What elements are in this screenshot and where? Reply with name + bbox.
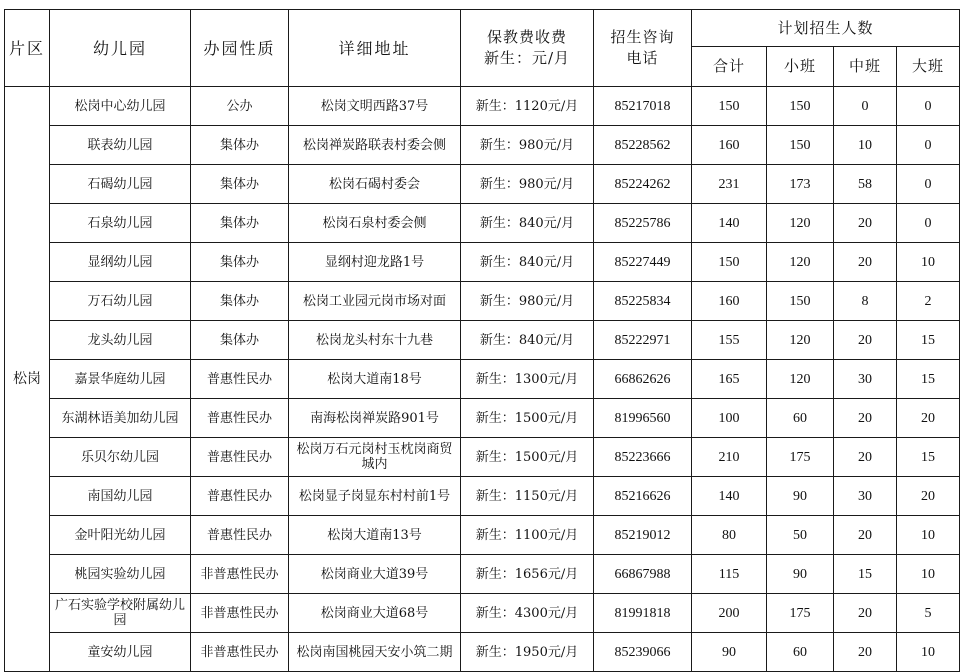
cell-total: 150 xyxy=(692,87,767,126)
table-row xyxy=(5,555,960,594)
cell-fee: 新生：840元/月 xyxy=(461,243,594,282)
cell-phone: 85216626 xyxy=(594,477,692,516)
cell-phone: 81996560 xyxy=(594,399,692,438)
cell-address: 松岗万石元岗村玉枕岗商贸城内 xyxy=(289,438,461,477)
cell-address: 南海松岗禅炭路901号 xyxy=(289,399,461,438)
cell-name: 石碣幼儿园 xyxy=(50,165,191,204)
cell-middle: 20 xyxy=(834,399,897,438)
cell-name: 广石实验学校附属幼儿园 xyxy=(50,594,191,633)
cell-phone: 85219012 xyxy=(594,516,692,555)
cell-middle: 20 xyxy=(834,438,897,477)
cell-address: 松岗石泉村委会侧 xyxy=(289,204,461,243)
cell-name: 石泉幼儿园 xyxy=(50,204,191,243)
cell-middle: 30 xyxy=(834,360,897,399)
header-small: 小班 xyxy=(767,47,834,87)
cell-total: 165 xyxy=(692,360,767,399)
cell-address: 松岗显子岗显东村村前1号 xyxy=(289,477,461,516)
cell-total: 160 xyxy=(692,126,767,165)
cell-large: 10 xyxy=(897,516,960,555)
cell-fee: 新生：1100元/月 xyxy=(461,516,594,555)
cell-phone: 85224262 xyxy=(594,165,692,204)
cell-fee: 新生：1300元/月 xyxy=(461,360,594,399)
cell-small: 50 xyxy=(767,516,834,555)
cell-large: 10 xyxy=(897,555,960,594)
cell-total: 115 xyxy=(692,555,767,594)
cell-fee: 新生：980元/月 xyxy=(461,282,594,321)
cell-fee: 新生：980元/月 xyxy=(461,126,594,165)
cell-middle: 20 xyxy=(834,243,897,282)
cell-large: 15 xyxy=(897,438,960,477)
cell-middle: 20 xyxy=(834,204,897,243)
cell-large: 0 xyxy=(897,126,960,165)
cell-small: 150 xyxy=(767,87,834,126)
header-phone-line2: 电话 xyxy=(626,49,659,67)
table-row xyxy=(5,282,960,321)
cell-name: 万石幼儿园 xyxy=(50,282,191,321)
cell-phone: 85239066 xyxy=(594,633,692,672)
cell-middle: 30 xyxy=(834,477,897,516)
cell-small: 175 xyxy=(767,438,834,477)
cell-large: 5 xyxy=(897,594,960,633)
cell-total: 100 xyxy=(692,399,767,438)
cell-fee: 新生：840元/月 xyxy=(461,321,594,360)
cell-middle: 20 xyxy=(834,516,897,555)
table-row xyxy=(5,321,960,360)
cell-type: 普惠性民办 xyxy=(191,477,289,516)
cell-middle: 8 xyxy=(834,282,897,321)
cell-phone: 85228562 xyxy=(594,126,692,165)
cell-phone: 85225786 xyxy=(594,204,692,243)
table-row xyxy=(5,438,960,477)
cell-small: 120 xyxy=(767,321,834,360)
cell-small: 173 xyxy=(767,165,834,204)
cell-small: 90 xyxy=(767,555,834,594)
cell-address: 松岗大道南18号 xyxy=(289,360,461,399)
cell-type: 集体办 xyxy=(191,126,289,165)
header-middle: 中班 xyxy=(834,47,897,87)
cell-name: 桃园实验幼儿园 xyxy=(50,555,191,594)
table-row xyxy=(5,633,960,672)
cell-total: 231 xyxy=(692,165,767,204)
cell-total: 160 xyxy=(692,282,767,321)
header-district: 片区 xyxy=(5,10,50,87)
header-type: 办园性质 xyxy=(191,10,289,87)
header-fee xyxy=(461,10,594,87)
cell-phone: 85227449 xyxy=(594,243,692,282)
cell-middle: 20 xyxy=(834,594,897,633)
header-total: 合计 xyxy=(692,47,767,87)
cell-small: 175 xyxy=(767,594,834,633)
cell-small: 120 xyxy=(767,360,834,399)
cell-fee: 新生：1150元/月 xyxy=(461,477,594,516)
cell-address: 松岗南国桃园天安小筑二期 xyxy=(289,633,461,672)
cell-small: 150 xyxy=(767,126,834,165)
cell-fee: 新生：1656元/月 xyxy=(461,555,594,594)
cell-name: 嘉景华庭幼儿园 xyxy=(50,360,191,399)
cell-type: 集体办 xyxy=(191,321,289,360)
cell-address: 显纲村迎龙路1号 xyxy=(289,243,461,282)
cell-total: 140 xyxy=(692,477,767,516)
cell-address: 松岗石碣村委会 xyxy=(289,165,461,204)
cell-type: 普惠性民办 xyxy=(191,360,289,399)
cell-fee: 新生：840元/月 xyxy=(461,204,594,243)
cell-large: 15 xyxy=(897,321,960,360)
cell-name: 松岗中心幼儿园 xyxy=(50,87,191,126)
cell-address: 松岗龙头村东十九巷 xyxy=(289,321,461,360)
cell-name: 南国幼儿园 xyxy=(50,477,191,516)
cell-phone: 85217018 xyxy=(594,87,692,126)
table-body xyxy=(5,87,960,672)
cell-address: 松岗大道南13号 xyxy=(289,516,461,555)
cell-middle: 20 xyxy=(834,633,897,672)
table-row xyxy=(5,516,960,555)
cell-small: 90 xyxy=(767,477,834,516)
cell-name: 金叶阳光幼儿园 xyxy=(50,516,191,555)
cell-address: 松岗文明西路37号 xyxy=(289,87,461,126)
cell-name: 龙头幼儿园 xyxy=(50,321,191,360)
cell-small: 150 xyxy=(767,282,834,321)
cell-address: 松岗商业大道68号 xyxy=(289,594,461,633)
table-row xyxy=(5,165,960,204)
cell-large: 15 xyxy=(897,360,960,399)
cell-phone: 81991818 xyxy=(594,594,692,633)
cell-large: 10 xyxy=(897,243,960,282)
cell-fee: 新生：1500元/月 xyxy=(461,438,594,477)
cell-total: 140 xyxy=(692,204,767,243)
cell-type: 集体办 xyxy=(191,282,289,321)
cell-phone: 85222971 xyxy=(594,321,692,360)
cell-large: 10 xyxy=(897,633,960,672)
header-fee-line2: 新生：元/月 xyxy=(483,49,571,67)
table-row xyxy=(5,360,960,399)
cell-address: 松岗商业大道39号 xyxy=(289,555,461,594)
cell-name: 东湖林语美加幼儿园 xyxy=(50,399,191,438)
cell-type: 公办 xyxy=(191,87,289,126)
cell-total: 210 xyxy=(692,438,767,477)
cell-name: 联表幼儿园 xyxy=(50,126,191,165)
cell-type: 非普惠性民办 xyxy=(191,555,289,594)
cell-name: 童安幼儿园 xyxy=(50,633,191,672)
header-address: 详细地址 xyxy=(289,10,461,87)
kindergarten-enrollment-table xyxy=(4,9,960,672)
district-cell: 松岗 xyxy=(5,87,50,672)
enrollment-table-wrapper xyxy=(4,9,960,672)
table-row xyxy=(5,477,960,516)
table-row xyxy=(5,204,960,243)
cell-phone: 66862626 xyxy=(594,360,692,399)
cell-phone: 66867988 xyxy=(594,555,692,594)
cell-type: 普惠性民办 xyxy=(191,399,289,438)
cell-middle: 58 xyxy=(834,165,897,204)
header-kindergarten: 幼儿园 xyxy=(50,10,191,87)
cell-middle: 20 xyxy=(834,321,897,360)
cell-address: 松岗禅炭路联表村委会侧 xyxy=(289,126,461,165)
cell-type: 非普惠性民办 xyxy=(191,633,289,672)
cell-large: 0 xyxy=(897,87,960,126)
cell-large: 20 xyxy=(897,399,960,438)
cell-large: 0 xyxy=(897,204,960,243)
cell-small: 60 xyxy=(767,399,834,438)
cell-total: 80 xyxy=(692,516,767,555)
header-plan: 计划招生人数 xyxy=(692,10,960,47)
header-row-1 xyxy=(5,10,960,47)
cell-middle: 10 xyxy=(834,126,897,165)
cell-fee: 新生：1120元/月 xyxy=(461,87,594,126)
header-fee-line1: 保教费收费 xyxy=(486,28,567,46)
cell-small: 120 xyxy=(767,204,834,243)
cell-phone: 85225834 xyxy=(594,282,692,321)
cell-total: 90 xyxy=(692,633,767,672)
cell-small: 60 xyxy=(767,633,834,672)
table-row xyxy=(5,594,960,633)
table-row xyxy=(5,87,960,126)
cell-fee: 新生：1950元/月 xyxy=(461,633,594,672)
cell-total: 155 xyxy=(692,321,767,360)
cell-middle: 0 xyxy=(834,87,897,126)
table-row xyxy=(5,126,960,165)
table-row xyxy=(5,399,960,438)
cell-large: 0 xyxy=(897,165,960,204)
cell-fee: 新生：980元/月 xyxy=(461,165,594,204)
cell-total: 150 xyxy=(692,243,767,282)
cell-type: 集体办 xyxy=(191,243,289,282)
cell-address: 松岗工业园元岗市场对面 xyxy=(289,282,461,321)
cell-small: 120 xyxy=(767,243,834,282)
cell-fee: 新生：1500元/月 xyxy=(461,399,594,438)
header-phone-line1: 招生咨询 xyxy=(610,28,675,46)
cell-total: 200 xyxy=(692,594,767,633)
cell-type: 集体办 xyxy=(191,204,289,243)
cell-middle: 15 xyxy=(834,555,897,594)
cell-type: 普惠性民办 xyxy=(191,516,289,555)
table-row xyxy=(5,243,960,282)
cell-name: 乐贝尔幼儿园 xyxy=(50,438,191,477)
cell-large: 2 xyxy=(897,282,960,321)
cell-type: 普惠性民办 xyxy=(191,438,289,477)
header-phone xyxy=(594,10,692,87)
cell-type: 非普惠性民办 xyxy=(191,594,289,633)
cell-fee: 新生：4300元/月 xyxy=(461,594,594,633)
cell-phone: 85223666 xyxy=(594,438,692,477)
cell-large: 20 xyxy=(897,477,960,516)
cell-type: 集体办 xyxy=(191,165,289,204)
cell-name: 显纲幼儿园 xyxy=(50,243,191,282)
header-large: 大班 xyxy=(897,47,960,87)
